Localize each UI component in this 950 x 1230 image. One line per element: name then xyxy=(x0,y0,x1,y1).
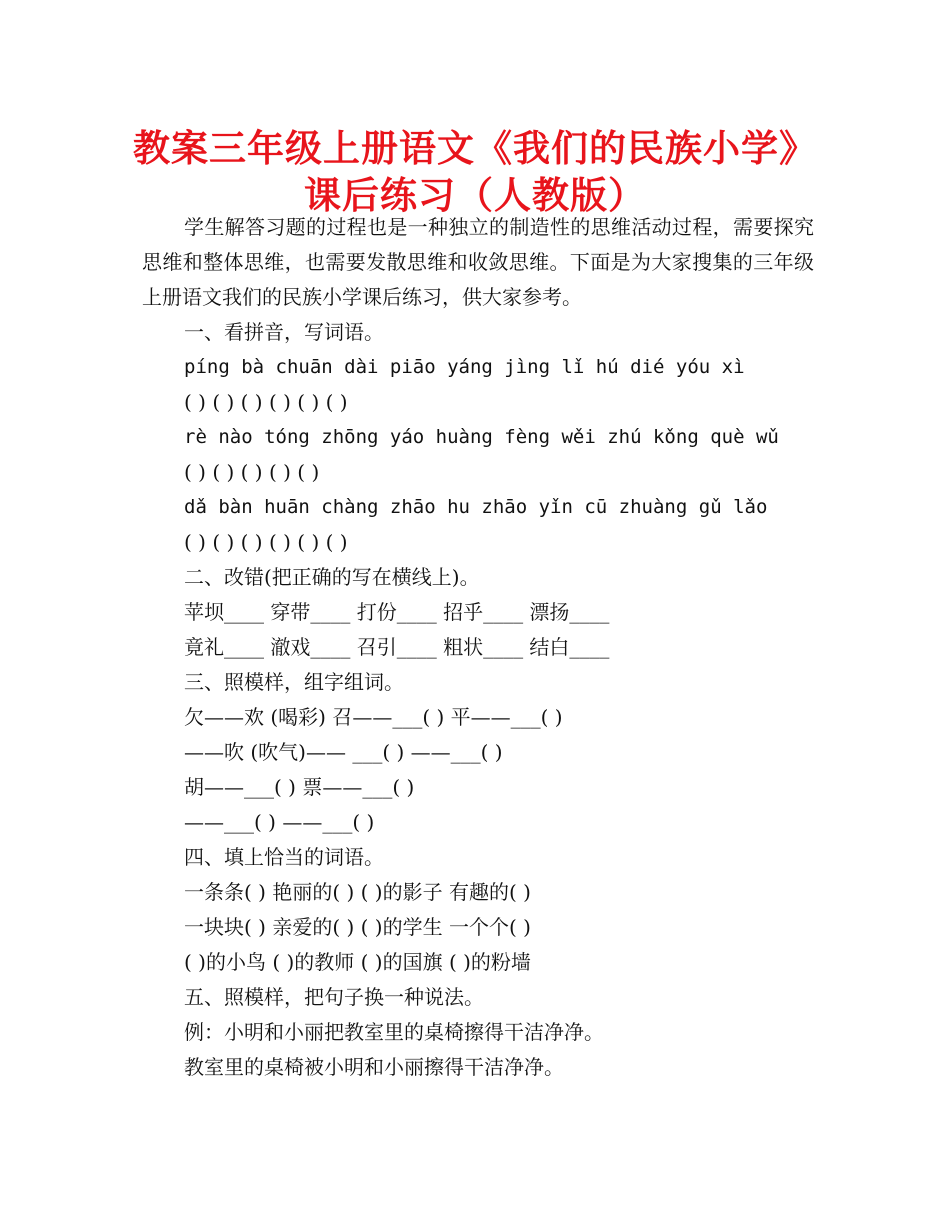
exercise-line: 胡——___( ) 票——___( ) xyxy=(184,775,415,799)
exercise-line: ——___( ) ——___( ) xyxy=(184,810,375,834)
exercise-line: ——吹 (吹气)—— ___( ) ——___( ) xyxy=(184,740,503,764)
exercise-line: ( )的小鸟 ( )的教师 ( )的国旗 ( )的粉墙 xyxy=(184,950,531,974)
answer-blanks: ( ) ( ) ( ) ( ) ( ) ( ) xyxy=(184,390,348,414)
pinyin-line: píng bà chuān dài piāo yáng jìng lǐ hú dié yóu xì xyxy=(184,356,745,378)
document-title-line-2: 课后练习（人教版） xyxy=(304,174,646,217)
document-title-line-1: 教案三年级上册语文《我们的民族小学》 xyxy=(133,127,817,170)
pinyin-line: rè nào tóng zhōng yáo huàng fèng wěi zhú kǒng què wǔ xyxy=(184,426,779,448)
answer-blanks: ( ) ( ) ( ) ( ) ( ) ( ) xyxy=(184,530,348,554)
exercise-line: 竟礼____ 澈戏____ 召引____ 粗状____ 结白____ xyxy=(184,635,610,659)
pinyin-line: dǎ bàn huān chàng zhāo hu zhāo yǐn cū zhuàng gǔ lǎo xyxy=(184,496,768,518)
answer-blanks: ( ) ( ) ( ) ( ) ( ) xyxy=(184,460,320,484)
exercise-line: 欠——欢 (喝彩) 召——___( ) 平——___( ) xyxy=(184,705,563,729)
section-heading: 五、照模样，把句子换一种说法。 xyxy=(184,985,484,1009)
intro-paragraph: 学生解答习题的过程也是一种独立的制造性的思维活动过程，需要探究思维和整体思维，也需要发散思维和收敛思维。下面是为大家搜集的三年级上册语文我们的民族小学课后练习，供大家参考。 xyxy=(142,215,814,309)
exercise-line: 一条条( ) 艳丽的( ) ( )的影子 有趣的( ) xyxy=(184,880,531,904)
section-heading: 二、改错(把正确的写在横线上)。 xyxy=(184,565,480,589)
exercise-line: 一块块( ) 亲爱的( ) ( )的学生 一个个( ) xyxy=(184,915,531,939)
section-heading: 三、照模样，组字组词。 xyxy=(184,670,404,694)
section-heading: 四、填上恰当的词语。 xyxy=(184,845,384,869)
exercise-line: 苹坝____ 穿带____ 打份____ 招乎____ 漂扬____ xyxy=(184,600,610,624)
document-body xyxy=(142,210,814,1085)
section-heading: 一、看拼音，写词语。 xyxy=(184,320,384,344)
example-sentence: 例：小明和小丽把教室里的桌椅擦得干洁净净。 xyxy=(184,1020,604,1044)
exercise-lines xyxy=(142,315,814,1085)
example-sentence: 教室里的桌椅被小明和小丽擦得干洁净净。 xyxy=(184,1055,564,1079)
